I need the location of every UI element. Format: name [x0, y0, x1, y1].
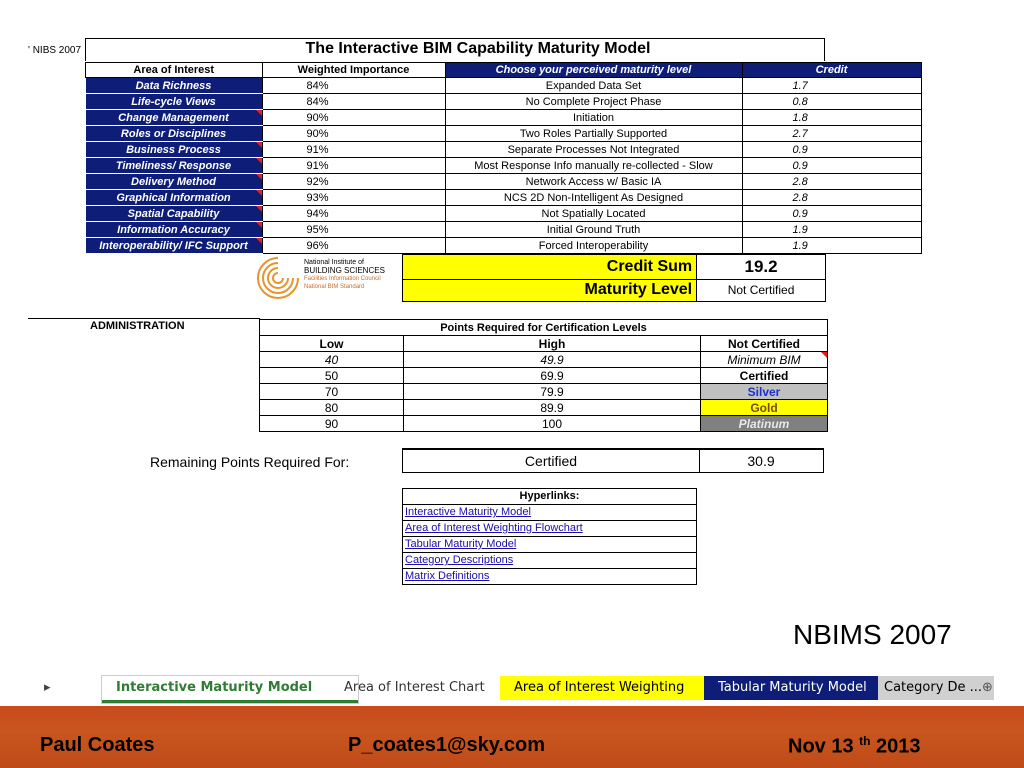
- remaining-box: [402, 448, 824, 473]
- comment-marker-icon: [256, 238, 262, 244]
- hyperlinks-box: [402, 488, 697, 585]
- tab-nav-arrow-icon[interactable]: ▸: [44, 680, 51, 695]
- weight-cell[interactable]: 94%: [262, 206, 445, 222]
- table-row: [86, 126, 922, 142]
- tab-area-of-interest-chart[interactable]: Area of Interest Chart: [330, 676, 527, 700]
- table-row: [260, 400, 828, 416]
- weight-cell[interactable]: 90%: [262, 110, 445, 126]
- sheet-title: The Interactive BIM Capability Maturity Model: [305, 40, 651, 57]
- hyperlinks-header: Hyperlinks:: [403, 489, 696, 505]
- table-row: [86, 78, 922, 94]
- comment-marker-icon: [256, 142, 262, 148]
- footer-author: Paul Coates: [40, 734, 155, 756]
- footer-date: Nov 13 $^{th}$ 2013: [788, 734, 921, 758]
- area-cell: Life-cycle Views: [86, 94, 263, 110]
- level-cell[interactable]: Expanded Data Set: [445, 78, 742, 94]
- weight-cell[interactable]: 95%: [262, 222, 445, 238]
- table-row: [260, 352, 828, 368]
- table-row: [86, 94, 922, 110]
- sheet-tab-bar: [30, 676, 1010, 702]
- high-cell: 89.9: [404, 400, 701, 416]
- area-cell: Interoperability/ IFC Support: [86, 238, 263, 254]
- low-cell: 50: [260, 368, 404, 384]
- high-cell: 69.9: [404, 368, 701, 384]
- area-cell: Change Management: [86, 110, 263, 126]
- level-cell[interactable]: Not Spatially Located: [445, 206, 742, 222]
- credit-cell: 0.9: [742, 158, 921, 174]
- weight-cell[interactable]: 92%: [262, 174, 445, 190]
- level-cell[interactable]: Initiation: [445, 110, 742, 126]
- low-cell: 70: [260, 384, 404, 400]
- points-header: Points Required for Certification Levels: [260, 320, 828, 336]
- admin-divider: [28, 318, 260, 319]
- credit-cell: 0.9: [742, 142, 921, 158]
- tab-area-of-interest-weighting[interactable]: Area of Interest Weighting: [500, 676, 730, 700]
- credit-cell: 0.8: [742, 94, 921, 110]
- credit-cell: 0.9: [742, 206, 921, 222]
- level-name-cell: Silver: [701, 384, 828, 400]
- comment-marker-icon: [256, 110, 262, 116]
- table-row: [86, 110, 922, 126]
- table-row: [86, 206, 922, 222]
- table-row: [86, 142, 922, 158]
- remaining-label: Remaining Points Required For:: [150, 454, 350, 470]
- level-cell[interactable]: NCS 2D Non-Intelligent As Designed: [445, 190, 742, 206]
- header-weight: Weighted Importance: [262, 63, 445, 78]
- area-cell: Information Accuracy: [86, 222, 263, 238]
- nibs-tag: ' NIBS 2007: [28, 45, 82, 56]
- link-tabular-maturity-model[interactable]: Tabular Maturity Model: [403, 537, 696, 553]
- weight-cell[interactable]: 93%: [262, 190, 445, 206]
- level-name-cell: Certified: [701, 368, 828, 384]
- header-level: Choose your perceived maturity level: [445, 63, 742, 78]
- slide-footer: [0, 706, 1024, 768]
- weight-cell[interactable]: 96%: [262, 238, 445, 254]
- table-row: [260, 368, 828, 384]
- nibs-logo: [256, 256, 404, 300]
- comment-marker-icon: [256, 206, 262, 212]
- table-row: [260, 384, 828, 400]
- credit-cell: 2.8: [742, 174, 921, 190]
- level-cell[interactable]: No Complete Project Phase: [445, 94, 742, 110]
- comment-marker-icon: [256, 222, 262, 228]
- level-cell[interactable]: Forced Interoperability: [445, 238, 742, 254]
- header-credit: Credit: [742, 63, 921, 78]
- tab-interactive-maturity-model[interactable]: Interactive Maturity Model: [102, 676, 358, 703]
- link-weighting-flowchart[interactable]: Area of Interest Weighting Flowchart: [403, 521, 696, 537]
- link-interactive-maturity-model[interactable]: Interactive Maturity Model: [403, 505, 696, 521]
- summary-table: [402, 254, 826, 302]
- table-row: [86, 190, 922, 206]
- table-row: [86, 222, 922, 238]
- weight-cell[interactable]: 91%: [262, 158, 445, 174]
- comment-marker-icon: [821, 352, 827, 358]
- low-cell: 90: [260, 416, 404, 432]
- maturity-level-value: Not Certified: [697, 279, 826, 301]
- area-cell: Data Richness: [86, 78, 263, 94]
- link-category-descriptions[interactable]: Category Descriptions: [403, 553, 696, 569]
- high-cell: 49.9: [404, 352, 701, 368]
- add-sheet-icon[interactable]: ⊕: [982, 680, 993, 695]
- level-name-cell: Gold: [701, 400, 828, 416]
- credit-cell: 2.7: [742, 126, 921, 142]
- high-cell: 100: [404, 416, 701, 432]
- maturity-level-label: Maturity Level: [403, 279, 697, 301]
- level-cell[interactable]: Initial Ground Truth: [445, 222, 742, 238]
- low-cell: 40: [260, 352, 404, 368]
- col-low: Low: [260, 336, 404, 352]
- slide-caption: NBIMS 2007: [793, 619, 952, 650]
- area-cell: Delivery Method: [86, 174, 263, 190]
- table-row: [86, 238, 922, 254]
- weight-cell[interactable]: 84%: [262, 78, 445, 94]
- weight-cell[interactable]: 91%: [262, 142, 445, 158]
- weight-cell[interactable]: 84%: [262, 94, 445, 110]
- credit-cell: 1.8: [742, 110, 921, 126]
- high-cell: 79.9: [404, 384, 701, 400]
- low-cell: 80: [260, 400, 404, 416]
- area-cell: Roles or Disciplines: [86, 126, 263, 142]
- remaining-value: 30.9: [747, 453, 775, 469]
- area-cell: Business Process: [86, 142, 263, 158]
- footer-email: P_coates1@sky.com: [348, 734, 546, 756]
- comment-marker-icon: [256, 158, 262, 164]
- logo-text: National Institute of BUILDING SCIENCES Facilities Information Council National BIM Standard: [304, 259, 385, 290]
- credit-sum-label: Credit Sum: [403, 255, 697, 280]
- level-cell[interactable]: Network Access w/ Basic IA: [445, 174, 742, 190]
- nibs-logo-icon: [256, 256, 300, 300]
- level-cell[interactable]: Two Roles Partially Supported: [445, 126, 742, 142]
- table-row: [86, 158, 922, 174]
- col-level: Not Certified: [701, 336, 828, 352]
- comment-marker-icon: [256, 174, 262, 180]
- table-row: [86, 174, 922, 190]
- tab-category-descriptions[interactable]: Category De ...: [878, 676, 994, 700]
- area-cell: Graphical Information: [86, 190, 263, 206]
- credit-cell: 2.8: [742, 190, 921, 206]
- maturity-table: [85, 62, 922, 254]
- header-area: Area of Interest: [86, 63, 263, 78]
- level-name-cell: Minimum BIM: [701, 352, 828, 368]
- certification-table: [259, 319, 828, 432]
- remaining-level: Certified: [403, 450, 700, 472]
- table-row: [260, 416, 828, 432]
- credit-sum-value: 19.2: [697, 255, 826, 280]
- area-cell: Timeliness/ Response: [86, 158, 263, 174]
- comment-marker-icon: [256, 190, 262, 196]
- tab-tabular-maturity-model[interactable]: Tabular Maturity Model: [704, 676, 904, 700]
- level-cell[interactable]: Separate Processes Not Integrated: [445, 142, 742, 158]
- col-high: High: [404, 336, 701, 352]
- level-cell[interactable]: Most Response Info manually re-collected - Slow: [445, 158, 742, 174]
- credit-cell: 1.9: [742, 238, 921, 254]
- link-matrix-definitions[interactable]: Matrix Definitions: [405, 570, 490, 582]
- credit-cell: 1.9: [742, 222, 921, 238]
- credit-cell: 1.7: [742, 78, 921, 94]
- weight-cell[interactable]: 90%: [262, 126, 445, 142]
- area-cell: Spatial Capability: [86, 206, 263, 222]
- admin-label: ADMINISTRATION: [90, 320, 185, 332]
- level-name-cell: Platinum: [701, 416, 828, 432]
